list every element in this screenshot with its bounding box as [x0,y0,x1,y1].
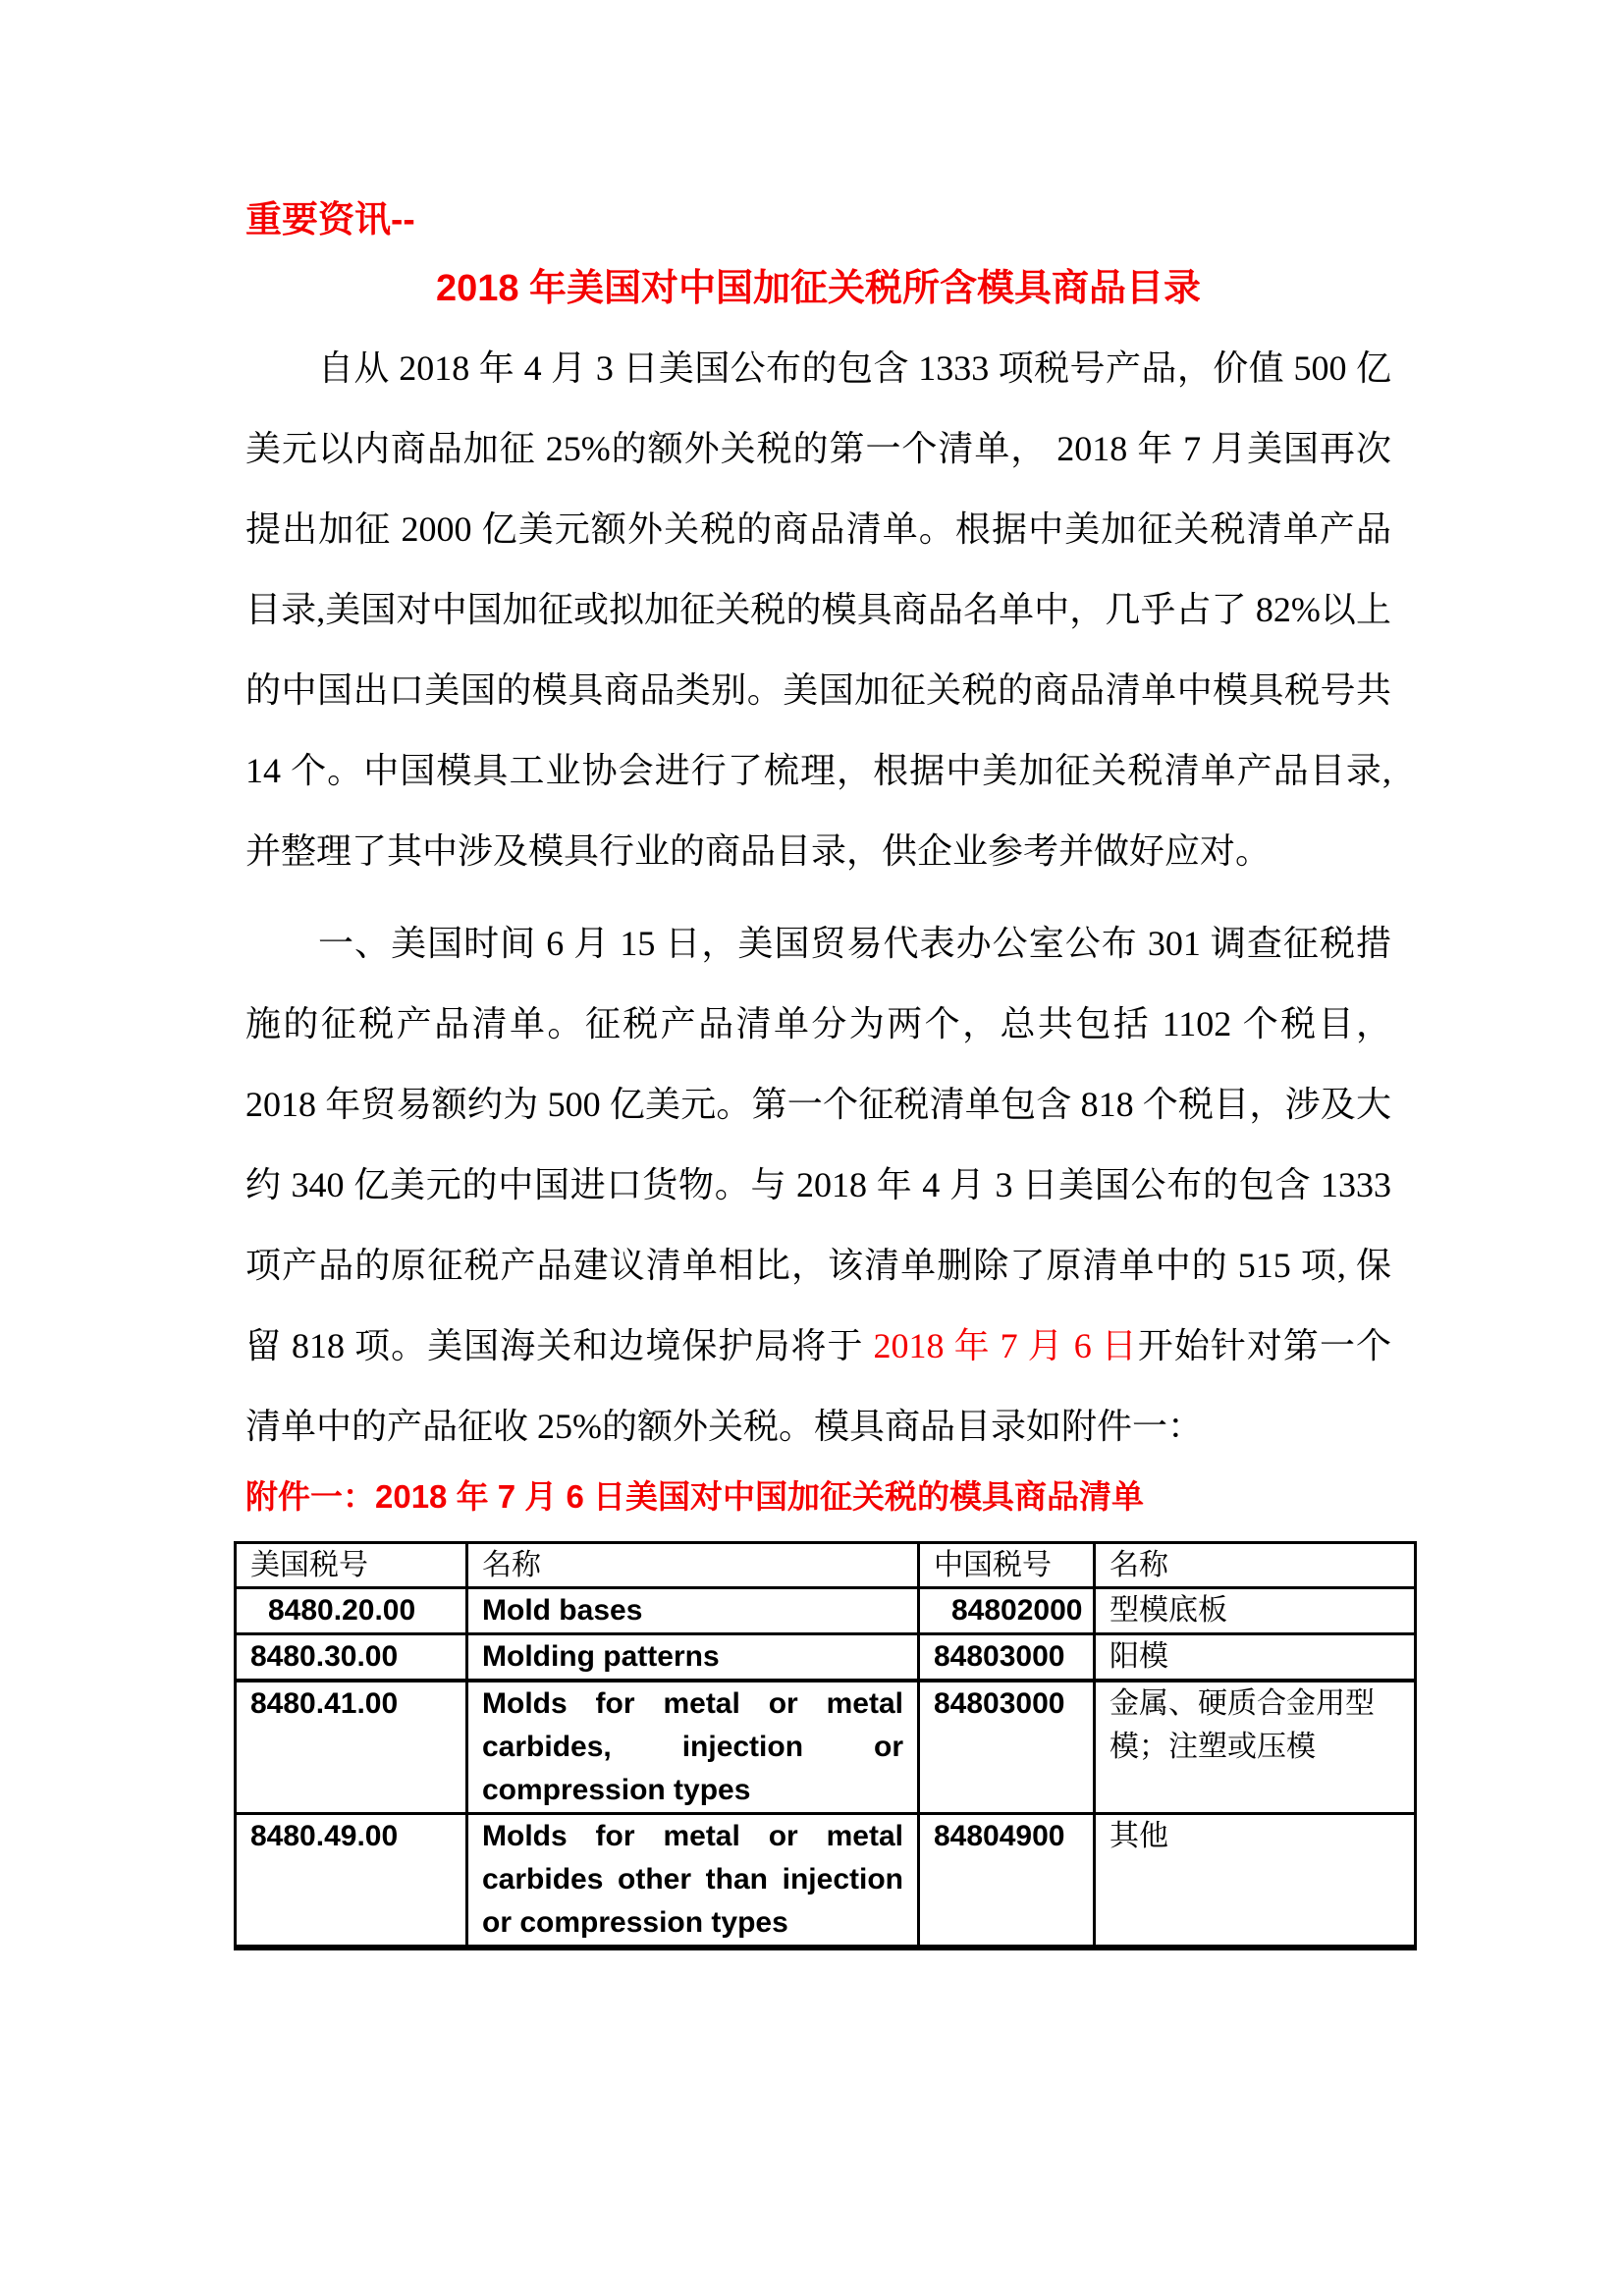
cn-code-cell: 84803000 [919,1681,1095,1814]
cn-code-cell: 84804900 [919,1814,1095,1949]
cn-code-cell: 84803000 [919,1634,1095,1682]
attachment-caption: 附件一：2018 年 7 月 6 日美国对中国加征关税的模具商品清单 [245,1478,1144,1515]
cn-name-cell: 金属、硬质合金用型模；注塑或压模 [1095,1681,1416,1814]
en-name-cell: Molds for metal or metal carbides other than injection or compression types [467,1814,919,1949]
cn-code-cell: 84802000 [919,1588,1095,1634]
table-header-row [236,1543,1416,1588]
us-code-cell: 8480.41.00 [236,1681,467,1814]
page-heading: 重要资讯-- [245,199,415,240]
paragraph-2-text-before: 一、美国时间 6 月 15 日，美国贸易代表办公室公布 301 调查征税措施的征税产品清单。征税产品清单分为两个，总共包括 1102 个税目，2018 年贸易额约为 500 亿美元。第一个征税清单包含 818 个税目，涉及大约 340 亿美元的中国进口货物。与 2018 年 4 月 3 日美国公布的包含 1333 项产品的原征税产品建议清单相比，该清单删除了原清单中的 515 项, 保留 818 项。美国海关和边境保护局将于 [245,924,1391,1365]
cn-name-cell: 其他 [1095,1814,1416,1949]
en-name-cell: Mold bases [467,1588,919,1634]
page-title: 2018 年美国对中国加征关税所含模具商品目录 [435,268,1202,309]
header-us-tariff-code: 美国税号 [236,1543,467,1588]
header-name-en: 名称 [467,1543,919,1588]
table-row [236,1588,1416,1634]
paragraph-2 [245,903,1391,1467]
cn-name-cell: 阳模 [1095,1634,1416,1682]
table-row [236,1681,1416,1814]
paragraph-2-highlight-date: 2018 年 7 月 6 日 [873,1326,1138,1365]
header-cn-tariff-code: 中国税号 [919,1543,1095,1588]
paragraph-1-text: 自从 2018 年 4 月 3 日美国公布的包含 1333 项税号产品，价值 500 亿美元以内商品加征 25%的额外关税的第一个清单， 2018 年 7 月美国再次提出加征 2000 亿美元额外关税的商品清单。根据中美加征关税清单产品目录,美国对中国加征或拟加征关税的模具商品名单中，几乎占了 82%以上的中国出口美国的模具商品类别。美国加征关税的商品清单中模具税号共 14 个。中国模具工业协会进行了梳理，根据中美加征关税清单产品目录,并整理了其中涉及模具行业的商品目录，供企业参考并做好应对。 [245,348,1391,871]
cn-name-cell: 型模底板 [1095,1588,1416,1634]
table-row [236,1814,1416,1949]
header-name-cn: 名称 [1095,1543,1416,1588]
tariff-table [234,1541,1417,1950]
us-code-cell: 8480.20.00 [236,1588,467,1634]
us-code-cell: 8480.30.00 [236,1634,467,1682]
paragraph-1 [245,328,1391,891]
paragraph-2-text-after: 开始针对第一个清单中的产品征收 25%的额外关税。模具商品目录如附件一： [245,1326,1391,1446]
en-name-cell: Molds for metal or metal carbides, injection or compression types [467,1681,919,1814]
table-row [236,1634,1416,1682]
en-name-cell: Molding patterns [467,1634,919,1682]
us-code-cell: 8480.49.00 [236,1814,467,1949]
